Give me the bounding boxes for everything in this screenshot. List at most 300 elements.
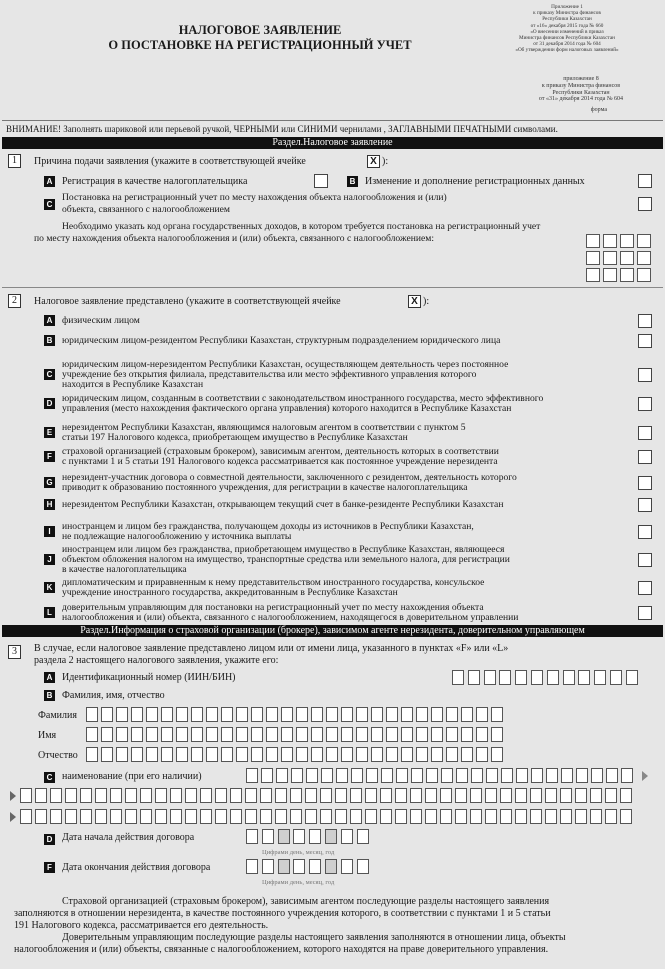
char-cell[interactable] [20, 809, 32, 824]
code-cell[interactable] [586, 234, 600, 248]
appendix-line: Министра финансов Республики Казахстан [519, 35, 615, 42]
code-cell[interactable] [637, 268, 651, 282]
char-cell[interactable] [185, 809, 197, 824]
char-cell[interactable] [290, 809, 302, 824]
option-letter-h: H [44, 499, 55, 510]
char-cell[interactable] [191, 707, 203, 722]
char-cell[interactable] [140, 788, 152, 803]
char-cell[interactable] [206, 727, 218, 742]
char-cell[interactable] [471, 768, 483, 783]
option-letter-g: G [44, 477, 55, 488]
char-cell[interactable] [357, 829, 369, 844]
char-cell[interactable] [125, 809, 137, 824]
char-cell[interactable] [545, 809, 557, 824]
char-cell[interactable] [260, 788, 272, 803]
char-cell[interactable] [386, 727, 398, 742]
char-cell[interactable] [461, 727, 473, 742]
char-cell[interactable] [365, 809, 377, 824]
char-cell[interactable] [411, 768, 423, 783]
char-cell[interactable] [590, 809, 602, 824]
checkbox-submitter-k[interactable] [638, 581, 652, 595]
checkbox-submitter-f[interactable] [638, 450, 652, 464]
appendix-line: от 31 декабря 2014 года № 604 [533, 41, 601, 48]
char-cell[interactable] [371, 707, 383, 722]
char-cell[interactable] [371, 747, 383, 762]
submitter-option-text: юридическим лицом, созданным в соответствии с законодательством иностранного государства, место эффективного [62, 393, 544, 404]
char-cell[interactable] [261, 768, 273, 783]
char-cell[interactable] [110, 809, 122, 824]
char-cell[interactable] [365, 788, 377, 803]
char-cell[interactable] [246, 829, 258, 844]
char-cell[interactable] [281, 707, 293, 722]
char-cell[interactable] [116, 727, 128, 742]
appendix-note [477, 4, 657, 54]
submitter-option-text: статьи 197 Налогового кодекса, приобретающем имущество в Республике Казахстан [62, 432, 408, 444]
char-cell[interactable] [278, 829, 290, 844]
char-cell[interactable] [35, 788, 47, 803]
char-cell[interactable] [251, 747, 263, 762]
char-cell[interactable] [236, 747, 248, 762]
char-cell[interactable] [416, 727, 428, 742]
char-cell[interactable] [191, 747, 203, 762]
char-cell[interactable] [170, 788, 182, 803]
char-cell[interactable] [35, 809, 47, 824]
footer-para1-line2: заполняются в отношении нерезидента, в качестве постоянного учреждения которого, в соответствии с пунктами 1 и 5 статьи [14, 908, 551, 919]
char-cell[interactable] [620, 809, 632, 824]
char-cell[interactable] [425, 809, 437, 824]
char-cell[interactable] [425, 788, 437, 803]
char-cell[interactable] [468, 670, 480, 685]
char-cell[interactable] [321, 768, 333, 783]
checkbox-change-data[interactable] [638, 174, 652, 188]
code-cell[interactable] [637, 251, 651, 265]
char-cell[interactable] [515, 670, 527, 685]
char-cell[interactable] [206, 707, 218, 722]
checkbox-submitter-g[interactable] [638, 476, 652, 490]
char-cell[interactable] [515, 788, 527, 803]
char-cell[interactable] [50, 788, 62, 803]
char-cell[interactable] [131, 727, 143, 742]
date-hint-2: Цифрами день, месяц, год [262, 879, 335, 886]
char-cell[interactable] [410, 809, 422, 824]
checkbox-registration[interactable] [314, 174, 328, 188]
footer-para2-line1: Доверительным управляющим последующие разделы настоящего заявления заполняются в отношении лица, объекты [62, 932, 566, 943]
char-cell[interactable] [516, 768, 528, 783]
char-cell[interactable] [80, 809, 92, 824]
char-cell[interactable] [326, 727, 338, 742]
char-cell[interactable] [356, 727, 368, 742]
char-cell[interactable] [215, 809, 227, 824]
full-name-label: Фамилия, имя, отчество [62, 690, 165, 701]
char-cell[interactable] [446, 707, 458, 722]
iin-bin-label: Идентификационный номер (ИИН/БИН) [62, 672, 236, 683]
char-cell[interactable] [431, 727, 443, 742]
checkbox-submitter-d[interactable] [638, 397, 652, 411]
code-cell[interactable] [586, 268, 600, 282]
appendix2-line: к приказу Министра финансов [541, 82, 621, 89]
checkbox-submitter-l[interactable] [638, 606, 652, 620]
char-cell[interactable] [146, 747, 158, 762]
char-cell[interactable] [380, 809, 392, 824]
continue-arrow-icon [10, 791, 16, 801]
char-cell[interactable] [590, 788, 602, 803]
char-cell[interactable] [395, 809, 407, 824]
checkbox-submitter-i[interactable] [638, 525, 652, 539]
char-cell[interactable] [341, 829, 353, 844]
char-cell[interactable] [431, 707, 443, 722]
char-cell[interactable] [470, 788, 482, 803]
char-cell[interactable] [531, 768, 543, 783]
appendix-line: от «16» декабря 2015 года № 660 [530, 22, 604, 29]
char-cell[interactable] [530, 809, 542, 824]
char-cell[interactable] [341, 747, 353, 762]
char-cell[interactable] [621, 768, 633, 783]
char-cell[interactable] [245, 788, 257, 803]
char-cell[interactable] [131, 747, 143, 762]
char-cell[interactable] [515, 809, 527, 824]
char-cell[interactable] [95, 788, 107, 803]
char-cell[interactable] [230, 788, 242, 803]
char-cell[interactable] [155, 809, 167, 824]
checkbox-submitter-j[interactable] [638, 553, 652, 567]
char-cell[interactable] [311, 727, 323, 742]
char-cell[interactable] [594, 670, 606, 685]
char-cell[interactable] [476, 747, 488, 762]
char-cell[interactable] [125, 788, 137, 803]
checkbox-submitter-a[interactable] [638, 314, 652, 328]
field-letter-b: B [44, 690, 55, 701]
char-cell[interactable] [260, 809, 272, 824]
char-cell[interactable] [499, 670, 511, 685]
char-cell[interactable] [275, 809, 287, 824]
option-letter-b: B [44, 335, 55, 346]
char-cell[interactable] [491, 707, 503, 722]
option-label-object-registration-1: Постановка на регистрационный учет по месту нахождения объекта налогообложения и (или) [62, 192, 447, 203]
submitter-option-text: доверительным управляющим для постановки на регистрационный учет по месту нахождения объекта [62, 602, 484, 613]
char-cell[interactable] [80, 788, 92, 803]
char-cell[interactable] [305, 788, 317, 803]
char-cell[interactable] [266, 707, 278, 722]
char-cell[interactable] [356, 707, 368, 722]
char-cell[interactable] [170, 809, 182, 824]
char-cell[interactable] [491, 727, 503, 742]
checkbox-submitter-c[interactable] [638, 368, 652, 382]
char-cell[interactable] [309, 829, 321, 844]
char-cell[interactable] [578, 670, 590, 685]
continue-arrow-icon [10, 812, 16, 822]
char-cell[interactable] [476, 707, 488, 722]
char-cell[interactable] [50, 809, 62, 824]
char-cell[interactable] [610, 670, 622, 685]
char-cell[interactable] [401, 727, 413, 742]
char-cell[interactable] [575, 809, 587, 824]
char-cell[interactable] [296, 747, 308, 762]
char-cell[interactable] [380, 788, 392, 803]
submitter-option-text: объектом обложения налогом на имущество, транспортные средства или земельного налога, для регистрации [62, 554, 510, 566]
char-cell[interactable] [485, 809, 497, 824]
code-cell[interactable] [603, 268, 617, 282]
option-letter-c: C [44, 199, 55, 210]
char-cell[interactable] [176, 747, 188, 762]
section-title-tax-application: Раздел.Налоговое заявление [2, 137, 663, 149]
code-cell[interactable] [620, 234, 634, 248]
char-cell[interactable] [146, 727, 158, 742]
char-cell[interactable] [500, 809, 512, 824]
char-cell[interactable] [176, 727, 188, 742]
char-cell[interactable] [161, 707, 173, 722]
char-cell[interactable] [455, 788, 467, 803]
char-cell[interactable] [320, 788, 332, 803]
char-cell[interactable] [251, 707, 263, 722]
char-cell[interactable] [281, 747, 293, 762]
checkbox-object-registration[interactable] [638, 197, 652, 211]
checkbox-submitter-b[interactable] [638, 334, 652, 348]
char-cell[interactable] [410, 788, 422, 803]
submitter-option-text: нерезидент-участник договора о совместной деятельности, заключенного с резидентом, деятельность которого [62, 472, 517, 483]
code-cell[interactable] [603, 251, 617, 265]
char-cell[interactable] [530, 788, 542, 803]
char-cell[interactable] [357, 859, 369, 874]
char-cell[interactable] [101, 747, 113, 762]
char-cell[interactable] [371, 727, 383, 742]
char-cell[interactable] [440, 809, 452, 824]
char-cell[interactable] [311, 747, 323, 762]
char-cell[interactable] [140, 809, 152, 824]
submitter-option-text: с пунктами 1 и 5 статьи 191 Налогового кодекса рассматривается как постоянное учреждение нерезидента [62, 456, 498, 468]
char-cell[interactable] [396, 768, 408, 783]
field-letter-c: C [44, 772, 55, 783]
char-cell[interactable] [431, 747, 443, 762]
char-cell[interactable] [351, 768, 363, 783]
char-cell[interactable] [452, 670, 464, 685]
code-cell[interactable] [586, 251, 600, 265]
char-cell[interactable] [461, 707, 473, 722]
form-title-line1: НАЛОГОВОЕ ЗАЯВЛЕНИЕ [178, 23, 342, 37]
char-cell[interactable] [262, 859, 274, 874]
submitter-option-text: юридическим лицом-нерезидентом Республики Казахстан, осуществляющем деятельность через постоянное [62, 359, 509, 370]
reason-question: Причина подачи заявления (укажите в соответствующей ячейке [34, 156, 306, 167]
char-cell[interactable] [416, 747, 428, 762]
block3-intro-2: раздела 2 настоящего налогового заявления, укажите его: [34, 655, 279, 666]
char-cell[interactable] [441, 768, 453, 783]
char-cell[interactable] [401, 747, 413, 762]
submitter-option-text: страховой организацией (страховым брокером), зависимым агентом, деятельность которых в соответствии [62, 446, 499, 457]
code-cell[interactable] [620, 251, 634, 265]
char-cell[interactable] [341, 707, 353, 722]
char-cell[interactable] [221, 707, 233, 722]
char-cell[interactable] [236, 727, 248, 742]
char-cell[interactable] [606, 768, 618, 783]
char-cell[interactable] [350, 788, 362, 803]
char-cell[interactable] [455, 809, 467, 824]
char-cell[interactable] [296, 707, 308, 722]
field-letter-f: F [44, 862, 55, 873]
char-cell[interactable] [161, 727, 173, 742]
char-cell[interactable] [484, 670, 496, 685]
date-hint: Цифрами день, месяц, год [262, 849, 335, 856]
char-cell[interactable] [155, 788, 167, 803]
char-cell[interactable] [309, 859, 321, 874]
char-cell[interactable] [485, 788, 497, 803]
char-cell[interactable] [531, 670, 543, 685]
char-cell[interactable] [215, 788, 227, 803]
char-cell[interactable] [290, 788, 302, 803]
char-cell[interactable] [200, 788, 212, 803]
char-cell[interactable] [311, 707, 323, 722]
char-cell[interactable] [305, 809, 317, 824]
char-cell[interactable] [575, 788, 587, 803]
char-cell[interactable] [341, 859, 353, 874]
char-cell[interactable] [476, 727, 488, 742]
char-cell[interactable] [176, 707, 188, 722]
option-label-change-data: Изменение и дополнение регистрационных данных [365, 176, 585, 187]
char-cell[interactable] [545, 788, 557, 803]
char-cell[interactable] [221, 727, 233, 742]
code-cell[interactable] [620, 268, 634, 282]
char-cell[interactable] [200, 809, 212, 824]
contract-start-label: Дата начала действия договора [62, 832, 195, 843]
char-cell[interactable] [326, 707, 338, 722]
char-cell[interactable] [620, 788, 632, 803]
char-cell[interactable] [446, 747, 458, 762]
char-cell[interactable] [101, 727, 113, 742]
char-cell[interactable] [626, 670, 638, 685]
char-cell[interactable] [65, 788, 77, 803]
appendix-line: Приложение 1 [551, 4, 583, 10]
submitter-option-text: управления (место нахождения фактического органа управления) которого находится в Республике Казахстан [62, 403, 512, 415]
char-cell[interactable] [381, 768, 393, 783]
char-cell[interactable] [95, 809, 107, 824]
char-cell[interactable] [320, 809, 332, 824]
char-cell[interactable] [293, 859, 305, 874]
char-cell[interactable] [291, 768, 303, 783]
char-cell[interactable] [401, 707, 413, 722]
char-cell[interactable] [461, 747, 473, 762]
block-number-1: 1 [8, 154, 21, 168]
char-cell[interactable] [281, 727, 293, 742]
char-cell[interactable] [191, 727, 203, 742]
char-cell[interactable] [426, 768, 438, 783]
char-cell[interactable] [278, 859, 290, 874]
char-cell[interactable] [605, 788, 617, 803]
char-cell[interactable] [386, 747, 398, 762]
char-cell[interactable] [456, 768, 468, 783]
char-cell[interactable] [246, 768, 258, 783]
contract-end-label: Дата окончания действия договора [62, 862, 211, 873]
char-cell[interactable] [561, 768, 573, 783]
warning-text: ВНИМАНИЕ! Заполнять шариковой или перьевой ручкой, ЧЕРНЫМИ или СИНИМИ чернилами , ЗАГЛАВНЫМИ ПЕЧАТНЫМИ символами. [6, 124, 558, 134]
char-cell[interactable] [341, 727, 353, 742]
char-cell[interactable] [161, 747, 173, 762]
char-cell[interactable] [486, 768, 498, 783]
char-cell[interactable] [296, 727, 308, 742]
char-cell[interactable] [116, 747, 128, 762]
char-cell[interactable] [356, 747, 368, 762]
char-cell[interactable] [591, 768, 603, 783]
appendix2-line: от «31» декабря 2014 года № 604 [538, 96, 624, 103]
code-cell[interactable] [637, 234, 651, 248]
char-cell[interactable] [275, 788, 287, 803]
char-cell[interactable] [335, 809, 347, 824]
char-cell[interactable] [325, 859, 337, 874]
char-cell[interactable] [266, 747, 278, 762]
char-cell[interactable] [236, 707, 248, 722]
char-cell[interactable] [221, 747, 233, 762]
option-letter-c: C [44, 369, 55, 380]
char-cell[interactable] [116, 707, 128, 722]
char-cell[interactable] [206, 747, 218, 762]
char-cell[interactable] [470, 809, 482, 824]
continue-arrow-icon [642, 771, 648, 781]
char-cell[interactable] [395, 788, 407, 803]
char-cell[interactable] [491, 747, 503, 762]
char-cell[interactable] [293, 829, 305, 844]
char-cell[interactable] [501, 768, 513, 783]
char-cell[interactable] [576, 768, 588, 783]
char-cell[interactable] [245, 809, 257, 824]
char-cell[interactable] [366, 768, 378, 783]
char-cell[interactable] [386, 707, 398, 722]
char-cell[interactable] [230, 809, 242, 824]
submitter-option-text: не подлежащие налогообложению у источника выплаты [62, 531, 292, 543]
char-cell[interactable] [86, 747, 98, 762]
char-cell[interactable] [350, 809, 362, 824]
char-cell[interactable] [560, 788, 572, 803]
char-cell[interactable] [325, 829, 337, 844]
checkbox-submitter-h[interactable] [638, 498, 652, 512]
code-note-2: по месту нахождения объекта налогообложения и (или) объекта, связанного с налогообложением: [34, 233, 435, 244]
char-cell[interactable] [560, 809, 572, 824]
char-cell[interactable] [336, 768, 348, 783]
char-cell[interactable] [605, 809, 617, 824]
char-cell[interactable] [86, 707, 98, 722]
char-cell[interactable] [335, 788, 347, 803]
char-cell[interactable] [246, 859, 258, 874]
char-cell[interactable] [306, 768, 318, 783]
char-cell[interactable] [546, 768, 558, 783]
char-cell[interactable] [326, 747, 338, 762]
char-cell[interactable] [266, 727, 278, 742]
submitter-option-text: учреждение иностранного государства, аккредитованным в Республике Казахстан [62, 587, 398, 599]
char-cell[interactable] [276, 768, 288, 783]
char-cell[interactable] [86, 727, 98, 742]
char-cell[interactable] [65, 809, 77, 824]
appendix-note-2 [511, 76, 651, 103]
char-cell[interactable] [563, 670, 575, 685]
code-cell[interactable] [603, 234, 617, 248]
char-cell[interactable] [131, 707, 143, 722]
char-cell[interactable] [101, 707, 113, 722]
block-divider [2, 287, 663, 288]
char-cell[interactable] [185, 788, 197, 803]
char-cell[interactable] [251, 727, 263, 742]
patronymic-label: Отчество [38, 750, 78, 761]
option-letter-l: L [44, 607, 55, 618]
char-cell[interactable] [110, 788, 122, 803]
char-cell[interactable] [440, 788, 452, 803]
char-cell[interactable] [262, 829, 274, 844]
char-cell[interactable] [20, 788, 32, 803]
appendix2-line: приложение 8 [563, 76, 599, 82]
submitter-option-text: приводит к образованию постоянного учреждения, для регистрации в качестве налогоплательщика [62, 482, 468, 494]
char-cell[interactable] [547, 670, 559, 685]
char-cell[interactable] [146, 707, 158, 722]
checkbox-submitter-e[interactable] [638, 426, 652, 440]
submitter-option-text: нерезидентом Республики Казахстан, открывающем текущий счет в банке-резиденте Республики Казахстан [62, 499, 504, 510]
char-cell[interactable] [446, 727, 458, 742]
char-cell[interactable] [416, 707, 428, 722]
char-cell[interactable] [500, 788, 512, 803]
